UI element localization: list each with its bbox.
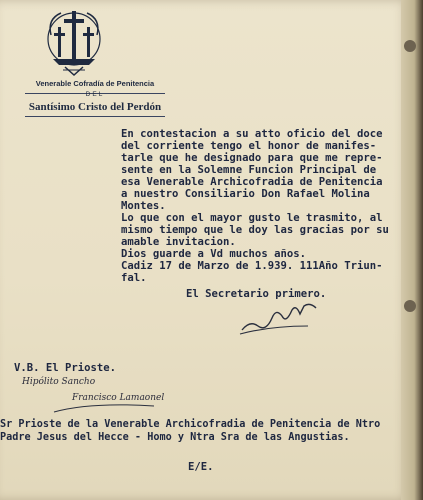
letterhead-underline bbox=[25, 116, 165, 117]
letterhead-line-2: DEL bbox=[85, 91, 105, 98]
body-line: amable invitacion. bbox=[121, 236, 236, 248]
body-line: mismo tiempo que le doy las gracias por su bbox=[121, 224, 389, 236]
body-line: a nuestro Consiliario Don Rafael Molina bbox=[121, 188, 370, 200]
body-line: Lo que con el mayor gusto le trasmito, al bbox=[121, 212, 383, 224]
body-line: Montes. bbox=[121, 200, 166, 212]
body-line: esa Venerable Archicofradia de Penitencia bbox=[121, 176, 383, 188]
body-line: del corriente tengo el honor de manifes- bbox=[121, 140, 377, 152]
underlying-page bbox=[401, 0, 423, 500]
body-line: fal. bbox=[121, 272, 147, 284]
body-line: sente en la Solemne Funcion Principal de bbox=[121, 164, 377, 176]
letterhead-line-1: Venerable Cofradía de Penitencia bbox=[35, 79, 155, 88]
cofradia-crest-icon bbox=[43, 5, 105, 77]
body-line: Dios guarde a Vd muchos años. bbox=[121, 248, 306, 260]
recipient-line: Sr Prioste de la Venerable Archicofradia de Penitencia de Ntro bbox=[0, 419, 381, 430]
handwritten-name-1: Hipólito Sancho bbox=[22, 377, 96, 387]
closing-line: El Secretario primero. bbox=[186, 288, 327, 300]
vb-line: V.B. El Prioste. bbox=[14, 362, 117, 374]
footer-ee: E/E. bbox=[188, 461, 214, 473]
body-line: tarle que he designado para que me repre- bbox=[121, 152, 383, 164]
prioste-signature-flourish bbox=[50, 398, 160, 418]
binder-hole bbox=[404, 300, 416, 312]
secretary-signature bbox=[236, 296, 326, 340]
recipient-line: Padre Jesus del Hecce - Homo y Ntra Sra de las Angustias. bbox=[0, 432, 350, 443]
binder-hole bbox=[404, 40, 416, 52]
body-line: Cadiz 17 de Marzo de 1.939. 111Año Triun- bbox=[121, 260, 383, 272]
body-line: En contestacion a su atto oficio del doce bbox=[121, 128, 383, 140]
letterhead-line-3: Santísimo Cristo del Perdón bbox=[28, 101, 162, 113]
handwritten-name-2: Francisco Lamaonel bbox=[72, 393, 165, 403]
